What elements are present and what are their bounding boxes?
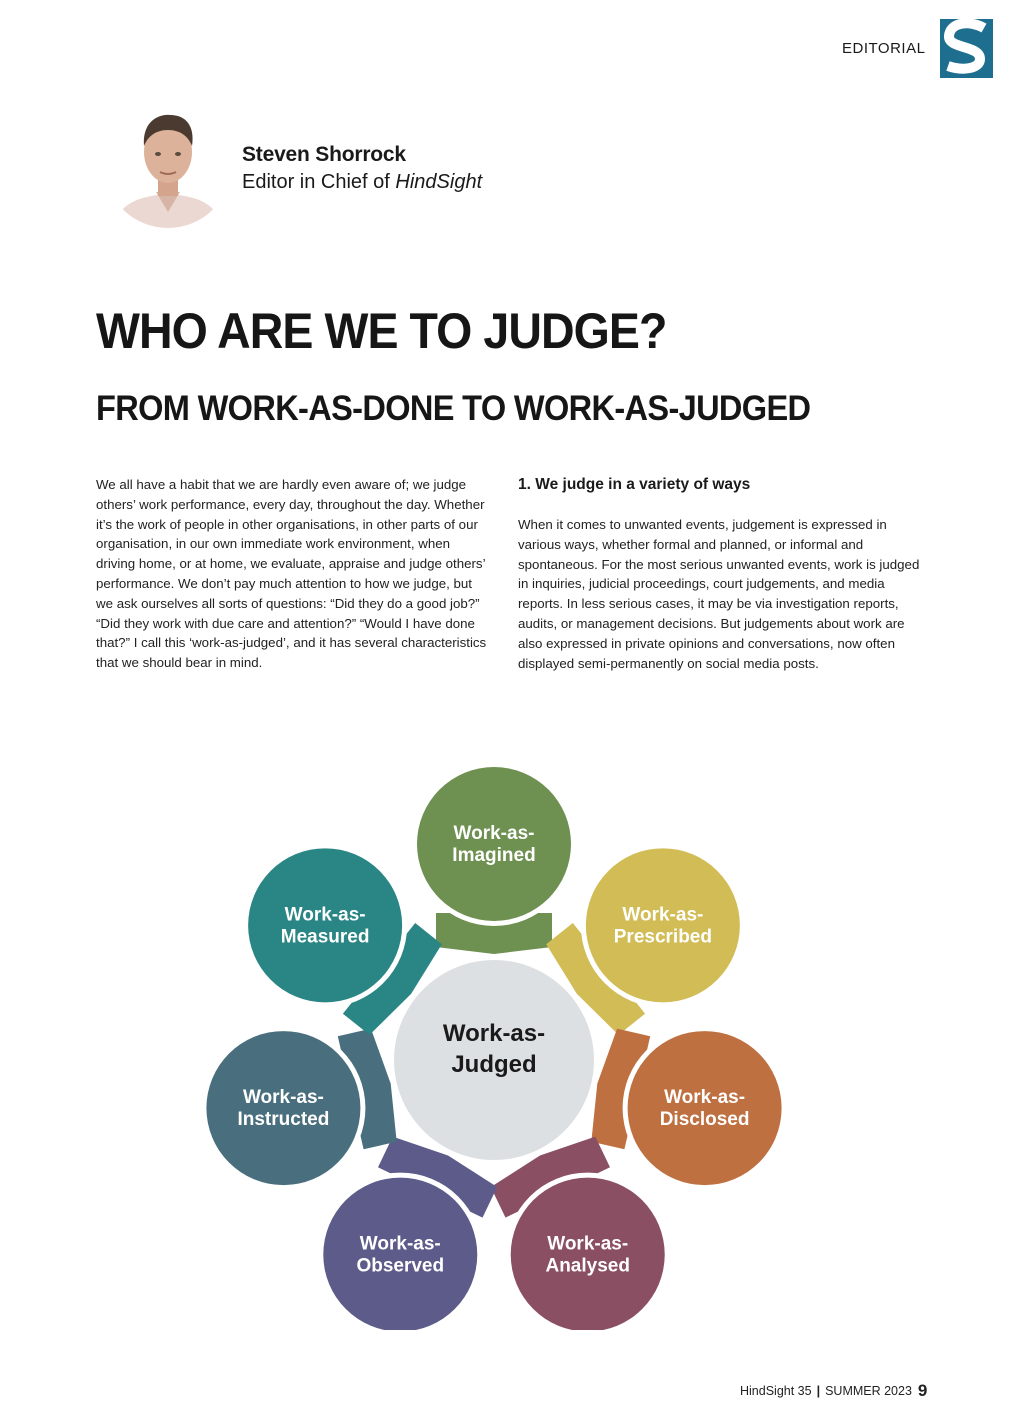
page-number: 9 bbox=[917, 1381, 928, 1400]
node-label-prescribed-line1: Work-as- bbox=[622, 904, 704, 926]
section-column bbox=[518, 515, 923, 673]
section-label: EDITORIAL bbox=[842, 40, 926, 57]
intro-column bbox=[96, 475, 491, 673]
node-label-prescribed-line2: Prescribed bbox=[613, 926, 712, 948]
center-label-line2: Judged bbox=[451, 1051, 537, 1078]
node-label-imagined-line1: Work-as- bbox=[453, 823, 535, 844]
center-label-line1: Work-as- bbox=[442, 1020, 546, 1047]
intro-paragraph: We all have a habit that we are hardly even aware of; we judge others’ work performance, every day, throughout the day. Whether it’s the work of people in other organisations, in other parts of our organisation, in our own immediate work environment, when driving home, or at home, we evaluate, appraise and judge others’ performance. We don’t pay much attention to how we judge, but we ask ourselves all sorts of questions: “Did they do a good job?” “Did they work with due care and attention?” “Would I have done that?” I call this ‘work-as-judged’, and it has several characteristics that we should bear in mind. bbox=[96, 477, 487, 671]
article-subtitle: FROM WORK-AS-DONE TO WORK-AS-JUDGED bbox=[96, 389, 811, 428]
author-role-prefix: Editor in Chief of bbox=[242, 171, 396, 193]
author-avatar bbox=[104, 100, 232, 228]
node-label-observed-line2: Observed bbox=[356, 1255, 445, 1277]
work-as-diagram bbox=[190, 760, 810, 1330]
footer-season: SUMMER 2023 bbox=[825, 1384, 912, 1398]
node-label-disclosed-line1: Work-as- bbox=[664, 1087, 746, 1109]
author-role bbox=[242, 171, 482, 194]
page-footer bbox=[740, 1381, 927, 1401]
node-label-observed-line1: Work-as- bbox=[359, 1233, 441, 1255]
node-label-analysed-line1: Work-as- bbox=[547, 1233, 629, 1255]
diagram-svg bbox=[190, 760, 810, 1330]
node-label-instructed-line1: Work-as- bbox=[242, 1087, 324, 1109]
node-label-analysed-line2: Analysed bbox=[545, 1255, 630, 1277]
section-paragraph: When it comes to unwanted events, judgement is expressed in various ways, whether formal and planned, or informal and spontaneous. For the most serious unwanted events, work is judged in inquiries, judicial proceedings, court judgements, and media reports. In less serious cases, it may be via investigation reports, audits, or management decisions. But judgements about work are also expressed in private opinions and conversations, now often displayed semi-permanently on social media posts. bbox=[518, 517, 920, 671]
node-label-imagined-line2: Imagined bbox=[452, 845, 536, 866]
node-label-measured-line1: Work-as- bbox=[284, 904, 366, 926]
section-heading: 1. We judge in a variety of ways bbox=[518, 476, 751, 493]
node-label-measured-line2: Measured bbox=[280, 926, 370, 948]
article-title: WHO ARE WE TO JUDGE? bbox=[96, 303, 667, 359]
node-label-instructed-line2: Instructed bbox=[237, 1109, 330, 1131]
footer-separator: | bbox=[816, 1384, 821, 1398]
hindsight-logo-icon bbox=[940, 19, 993, 78]
footer-issue: HindSight 35 bbox=[740, 1384, 812, 1398]
node-label-disclosed-line2: Disclosed bbox=[659, 1109, 750, 1131]
publication-name: HindSight bbox=[395, 171, 483, 193]
author-name: Steven Shorrock bbox=[242, 143, 406, 166]
node-circle-imagined bbox=[417, 767, 571, 921]
